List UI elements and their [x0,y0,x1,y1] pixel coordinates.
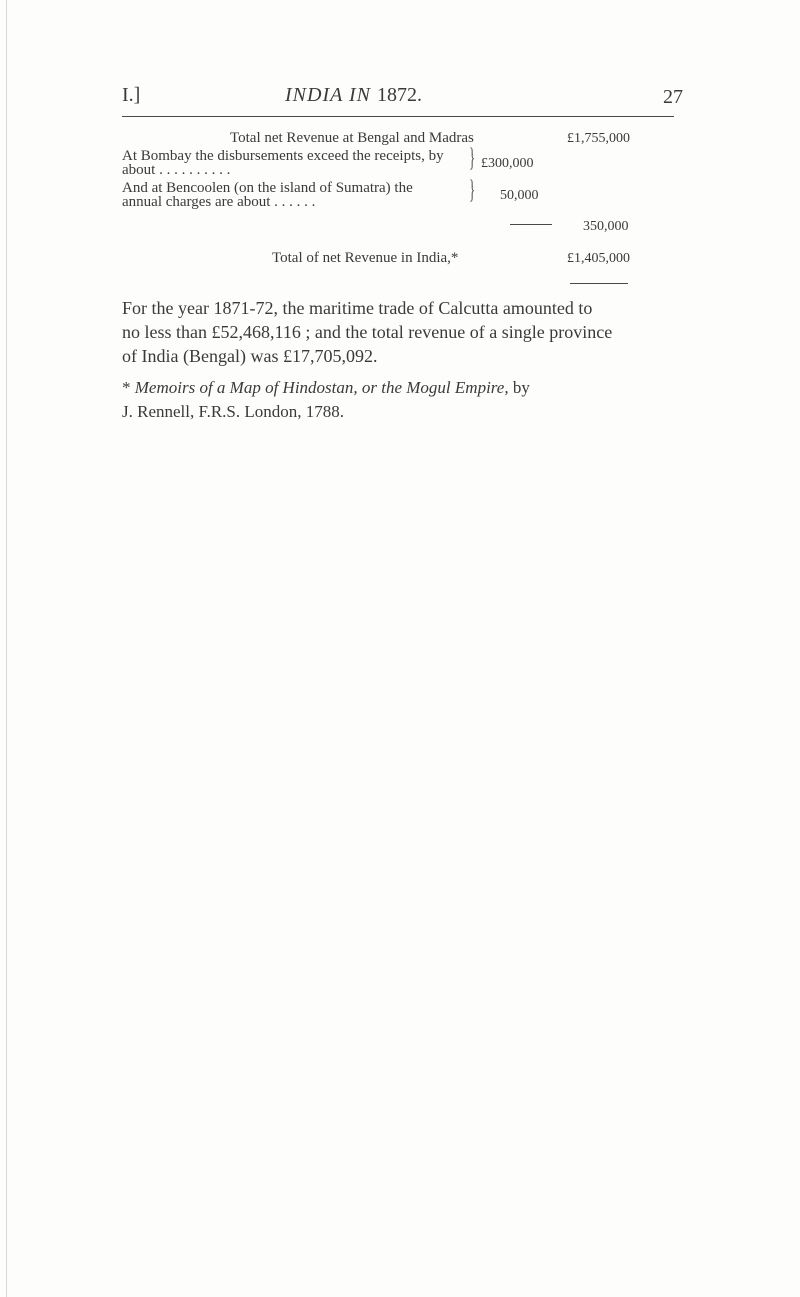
running-header [0,84,800,114]
total-label: Total of net Revenue in India,* [272,250,459,266]
row1-value: £1,755,000 [567,131,630,146]
paragraph-line-2: no less than £52,468,116 ; and the total revenue of a single province [122,322,613,342]
footnote-title: Memoirs of a Map of Hindostan, or the Mogul Empire, [134,378,509,397]
row2-brace: } [469,143,476,172]
row2-label-line1: At Bombay the disbursements exceed the receipts, by [122,148,444,164]
paragraph-line-1: For the year 1871-72, the maritime trade of Calcutta amounted to [122,298,593,318]
header-rule [122,116,674,117]
row3-label-line1: And at Bencoolen (on the island of Sumatra) the [122,180,413,196]
total-rule [570,283,628,284]
subtotal-rule [510,224,552,225]
paragraph-line-3: of India (Bengal) was £17,705,092. [122,346,378,366]
row3-brace: } [469,175,476,204]
scan-edge [6,0,7,1297]
total-value: £1,405,000 [567,251,630,266]
row3-label-line2: annual charges are about . . . . . . [122,194,316,210]
row1-label: Total net Revenue at Bengal and Madras [230,130,474,146]
row2-label-line2: about . . . . . . . . . . [122,162,231,178]
chapter-marker: I.] [122,84,141,106]
row2-value: £300,000 [481,156,534,171]
running-title [285,84,422,107]
subtotal-value: 350,000 [583,219,629,234]
footnote-line-2: J. Rennell, F.R.S. London, 1788. [122,402,345,421]
running-title-text: INDIA IN [285,84,371,106]
footnote-line-1 [122,376,682,400]
footnote-by: by [508,378,530,397]
running-title-year: 1872. [376,84,422,106]
row3-value: 50,000 [500,188,539,203]
footnote-marker: * [122,378,135,397]
page-number: 27 [663,86,683,108]
